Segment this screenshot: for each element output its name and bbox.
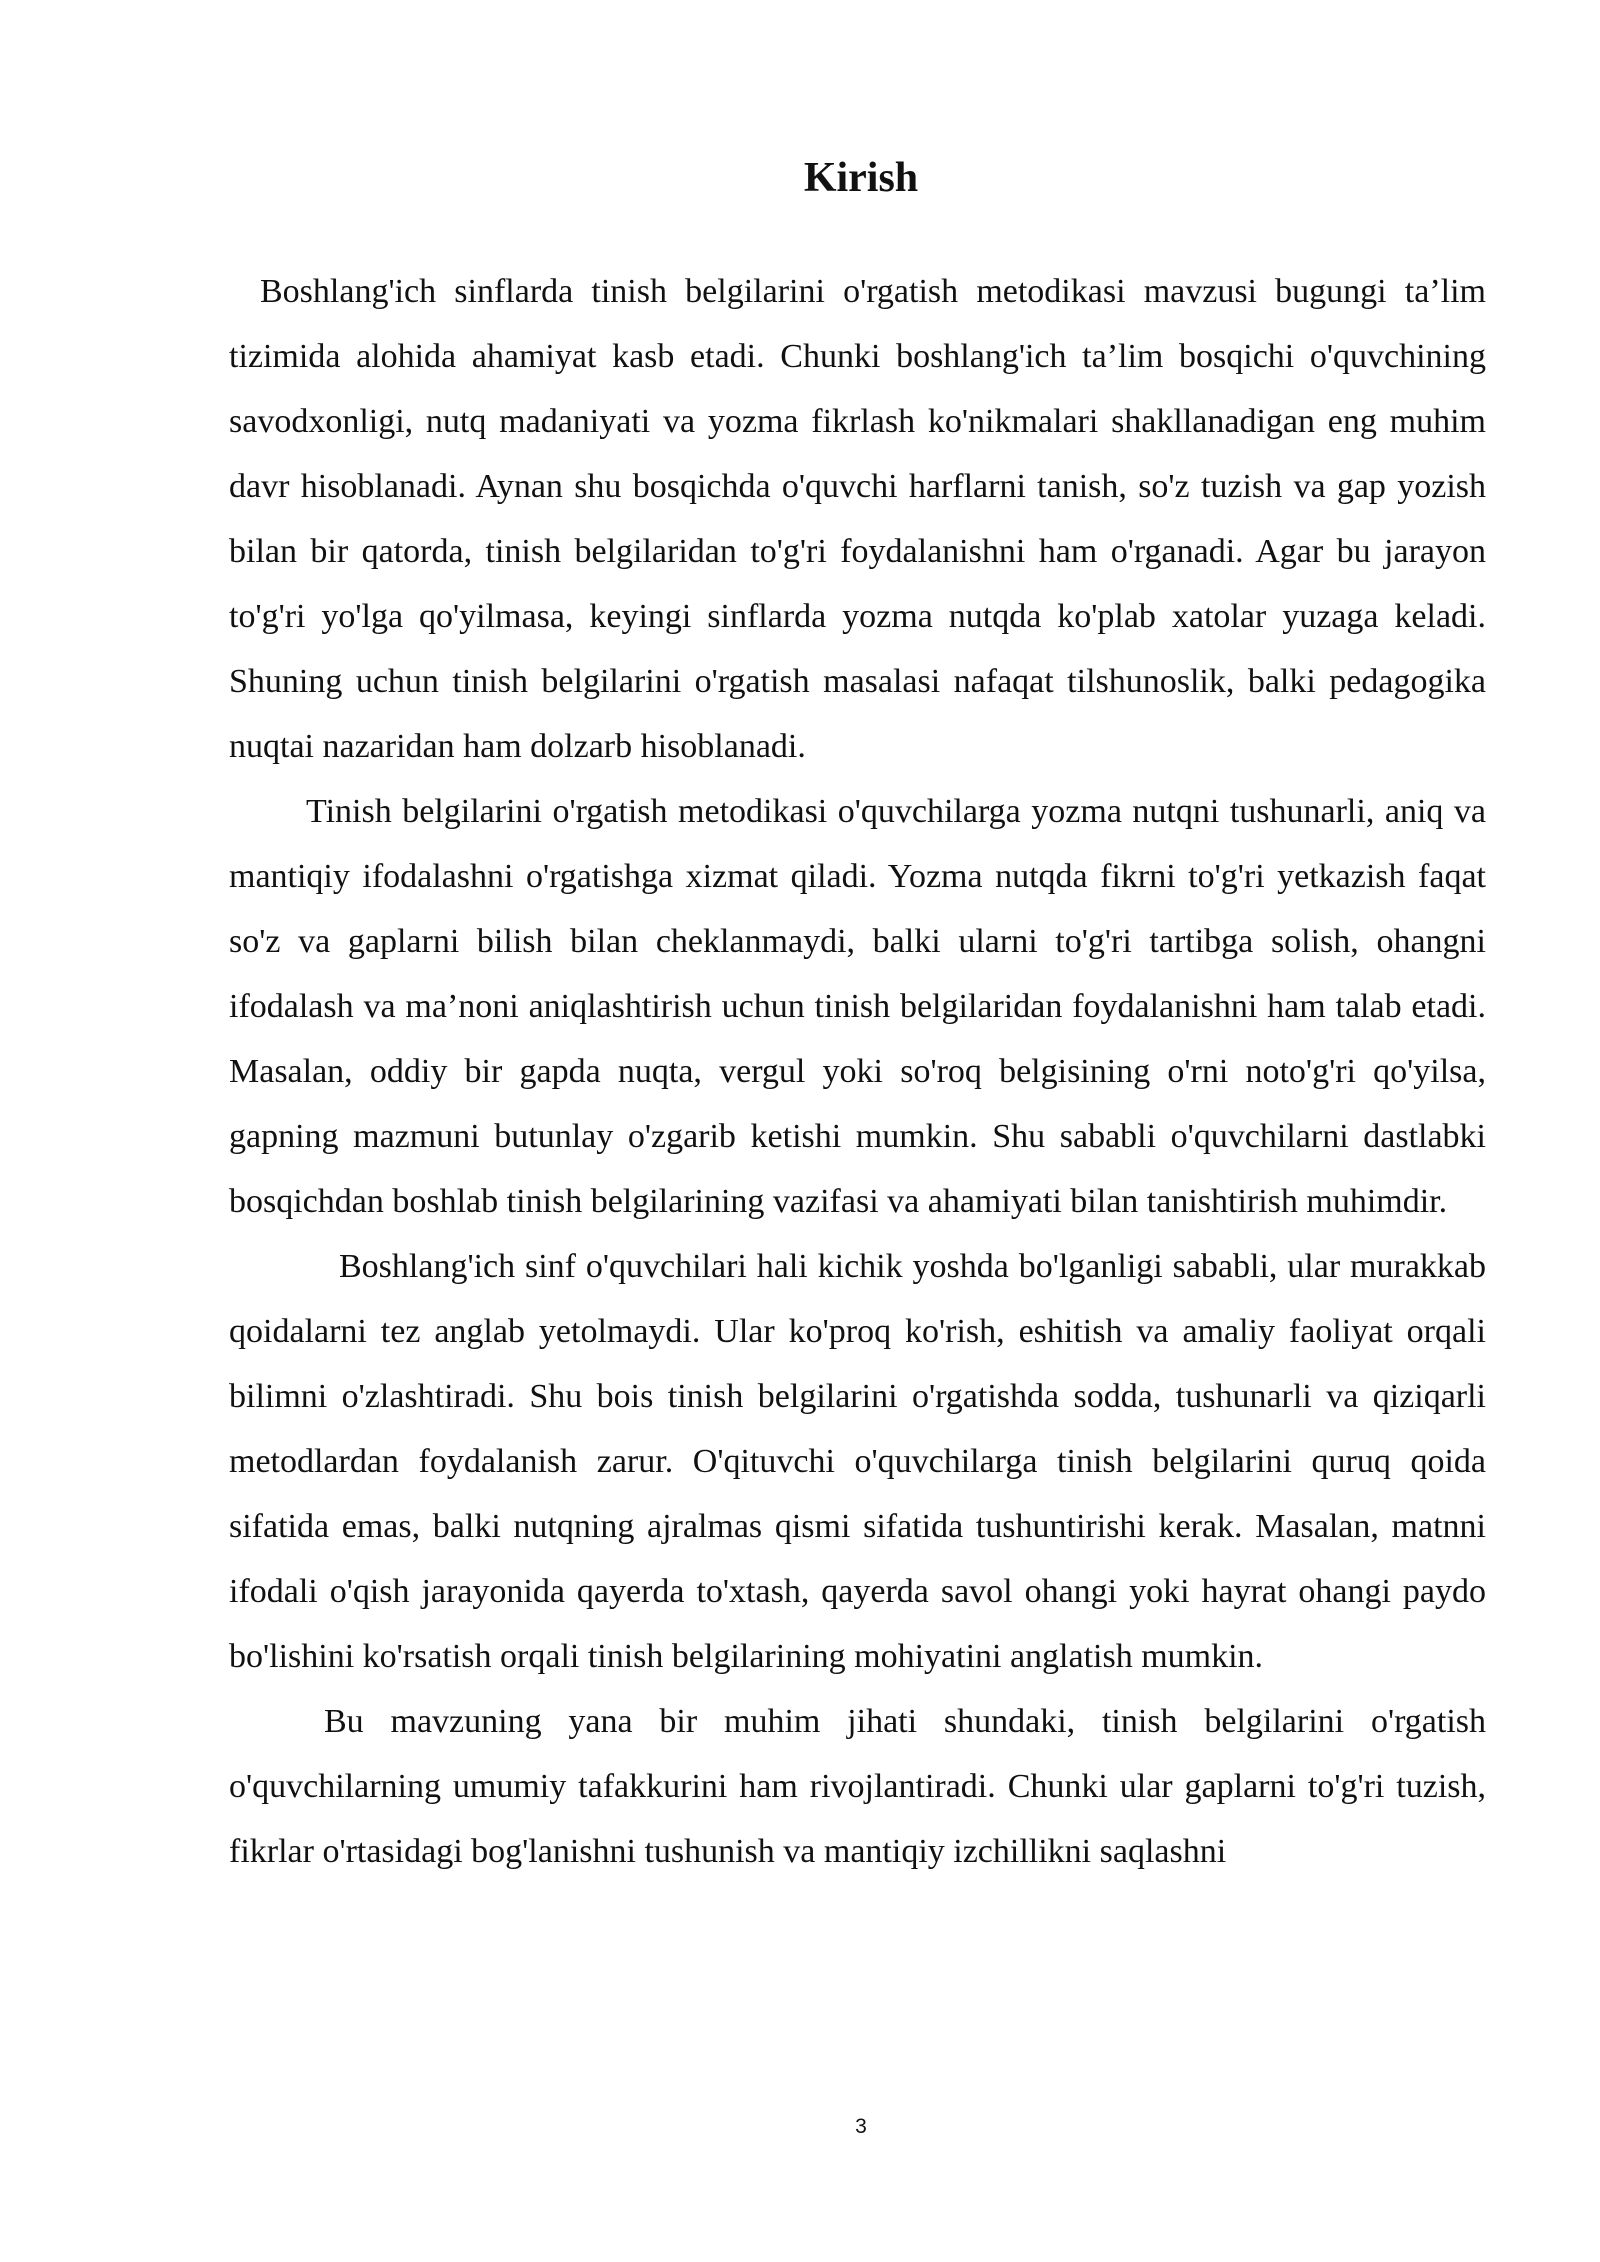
paragraph-4: Bu mavzuning yana bir muhim jihati shundaki, tinish belgilarini o'rgatish o'quvchilarning umumiy tafakkurini ham rivojlantiradi. Chunki ular gaplarni to'g'ri tuzish, fikrlar o'rtasidagi bog'lanishni tushunish va mantiqiy izchillikni saqlashni xyxy=(229,1703,1486,1870)
document-body xyxy=(229,259,1486,1884)
paragraph-2: Tinish belgilarini o'rgatish metodikasi o'quvchilarga yozma nutqni tushunarli, aniq va mantiqiy ifodalashni o'rgatishga xizmat qiladi. Yozma nutqda fikrni to'g'ri yetkazish faqat so'z va gaplarni bilish bilan cheklanmaydi, balki ularni to'g'ri tartibga solish, ohangni ifodalash va ma’noni aniqlashtirish uchun tinish belgilaridan foydalanishni ham talab etadi. Masalan, oddiy bir gapda nuqta, vergul yoki so'roq belgisining o'rni noto'g'ri qo'yilsa, gapning mazmuni butunlay o'zgarib ketishi mumkin. Shu sababli o'quvchilarni dastlabki bosqichdan boshlab tinish belgilarining vazifasi va ahamiyati bilan tanishtirish muhimdir. xyxy=(229,793,1486,1220)
page-number: 3 xyxy=(855,2115,867,2138)
paragraph-3: Boshlang'ich sinf o'quvchilari hali kichik yoshda bo'lganligi sababli, ular murakkab qoidalarni tez anglab yetolmaydi. Ular ko'proq ko'rish, eshitish va amaliy faoliyat orqali bilimni o'zlashtiradi. Shu bois tinish belgilarini o'rgatishda sodda, tushunarli va qiziqarli metodlardan foydalanish zarur. O'qituvchi o'quvchilarga tinish belgilarini quruq qoida sifatida emas, balki nutqning ajralmas qismi sifatida tushuntirishi kerak. Masalan, matnni ifodali o'qish jarayonida qayerda to'xtash, qayerda savol ohangi yoki hayrat ohangi paydo bo'lishini ko'rsatish orqali tinish belgilarining mohiyatini anglatish mumkin. xyxy=(229,1248,1486,1675)
paragraph-1: Boshlang'ich sinflarda tinish belgilarini o'rgatish metodikasi mavzusi bugungi ta’lim tizimida alohida ahamiyat kasb etadi. Chunki boshlang'ich ta’lim bosqichi o'quvchining savodxonligi, nutq madaniyati va yozma fikrlash ko'nikmalari shakllanadigan eng muhim davr hisoblanadi. Aynan shu bosqichda o'quvchi harflarni tanish, so'z tuzish va gap yozish bilan bir qatorda, tinish belgilaridan to'g'ri foydalanishni ham o'rganadi. Agar bu jarayon to'g'ri yo'lga qo'yilmasa, keyingi sinflarda yozma nutqda ko'plab xatolar yuzaga keladi. Shuning uchun tinish belgilarini o'rgatish masalasi nafaqat tilshunoslik, balki pedagogika nuqtai nazaridan ham dolzarb hisoblanadi. xyxy=(229,273,1486,765)
document-title: Kirish xyxy=(803,155,919,201)
